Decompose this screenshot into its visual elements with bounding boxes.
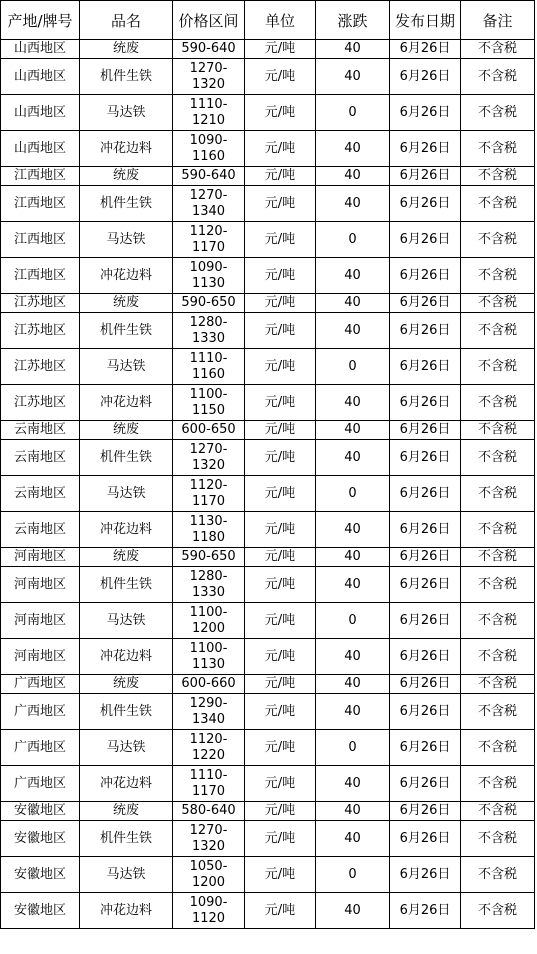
table-row xyxy=(1,95,535,131)
table-row xyxy=(1,893,535,929)
cell-date: 6月26日 xyxy=(390,349,461,385)
cell-note: 不含税 xyxy=(461,821,535,857)
table-row xyxy=(1,567,535,603)
cell-price-range: 1100- 1200 xyxy=(173,603,245,639)
cell-change: 40 xyxy=(316,548,390,567)
table-row xyxy=(1,313,535,349)
cell-price-range: 590-650 xyxy=(173,548,245,567)
cell-price-range: 1110- 1170 xyxy=(173,766,245,802)
cell-date: 6月26日 xyxy=(390,766,461,802)
cell-date: 6月26日 xyxy=(390,802,461,821)
cell-origin: 广西地区 xyxy=(1,766,80,802)
table-row xyxy=(1,186,535,222)
table-row xyxy=(1,258,535,294)
cell-price-range: 1120- 1170 xyxy=(173,222,245,258)
cell-unit: 元/吨 xyxy=(245,512,316,548)
cell-price-range: 1090- 1160 xyxy=(173,131,245,167)
cell-date: 6月26日 xyxy=(390,222,461,258)
cell-price-range: 1050- 1200 xyxy=(173,857,245,893)
cell-product: 机件生铁 xyxy=(80,313,173,349)
cell-product: 冲花边料 xyxy=(80,385,173,421)
cell-unit: 元/吨 xyxy=(245,675,316,694)
cell-note: 不含税 xyxy=(461,258,535,294)
cell-price-range: 1270- 1320 xyxy=(173,440,245,476)
cell-price-range: 1270- 1320 xyxy=(173,821,245,857)
cell-origin: 河南地区 xyxy=(1,639,80,675)
table-row xyxy=(1,639,535,675)
cell-note: 不含税 xyxy=(461,131,535,167)
header-change: 涨跌 xyxy=(316,1,390,40)
cell-change: 40 xyxy=(316,639,390,675)
cell-note: 不含税 xyxy=(461,548,535,567)
cell-unit: 元/吨 xyxy=(245,294,316,313)
cell-change: 40 xyxy=(316,131,390,167)
cell-date: 6月26日 xyxy=(390,167,461,186)
cell-date: 6月26日 xyxy=(390,639,461,675)
cell-origin: 山西地区 xyxy=(1,59,80,95)
cell-change: 40 xyxy=(316,258,390,294)
cell-date: 6月26日 xyxy=(390,40,461,59)
cell-unit: 元/吨 xyxy=(245,440,316,476)
cell-note: 不含税 xyxy=(461,857,535,893)
cell-note: 不含税 xyxy=(461,567,535,603)
cell-price-range: 1120- 1170 xyxy=(173,476,245,512)
cell-price-range: 1090- 1120 xyxy=(173,893,245,929)
cell-note: 不含税 xyxy=(461,186,535,222)
cell-date: 6月26日 xyxy=(390,440,461,476)
cell-date: 6月26日 xyxy=(390,476,461,512)
cell-note: 不含税 xyxy=(461,222,535,258)
cell-change: 40 xyxy=(316,294,390,313)
cell-change: 40 xyxy=(316,694,390,730)
cell-change: 0 xyxy=(316,857,390,893)
cell-unit: 元/吨 xyxy=(245,730,316,766)
cell-origin: 江苏地区 xyxy=(1,385,80,421)
cell-date: 6月26日 xyxy=(390,131,461,167)
cell-note: 不含税 xyxy=(461,294,535,313)
cell-date: 6月26日 xyxy=(390,95,461,131)
table-row xyxy=(1,167,535,186)
cell-product: 马达铁 xyxy=(80,95,173,131)
cell-date: 6月26日 xyxy=(390,603,461,639)
cell-product: 统废 xyxy=(80,548,173,567)
cell-change: 40 xyxy=(316,385,390,421)
cell-unit: 元/吨 xyxy=(245,421,316,440)
cell-note: 不含税 xyxy=(461,766,535,802)
cell-origin: 广西地区 xyxy=(1,730,80,766)
cell-unit: 元/吨 xyxy=(245,476,316,512)
cell-product: 统废 xyxy=(80,40,173,59)
cell-product: 马达铁 xyxy=(80,222,173,258)
cell-product: 统废 xyxy=(80,294,173,313)
cell-product: 冲花边料 xyxy=(80,512,173,548)
cell-unit: 元/吨 xyxy=(245,694,316,730)
cell-change: 40 xyxy=(316,766,390,802)
cell-note: 不含税 xyxy=(461,603,535,639)
cell-unit: 元/吨 xyxy=(245,349,316,385)
cell-product: 冲花边料 xyxy=(80,766,173,802)
cell-date: 6月26日 xyxy=(390,258,461,294)
cell-product: 统废 xyxy=(80,421,173,440)
cell-product: 机件生铁 xyxy=(80,440,173,476)
cell-note: 不含税 xyxy=(461,95,535,131)
cell-origin: 江苏地区 xyxy=(1,313,80,349)
cell-note: 不含税 xyxy=(461,639,535,675)
cell-product: 机件生铁 xyxy=(80,821,173,857)
cell-unit: 元/吨 xyxy=(245,131,316,167)
cell-product: 冲花边料 xyxy=(80,893,173,929)
cell-unit: 元/吨 xyxy=(245,603,316,639)
cell-price-range: 580-640 xyxy=(173,802,245,821)
cell-change: 40 xyxy=(316,40,390,59)
cell-product: 机件生铁 xyxy=(80,186,173,222)
cell-unit: 元/吨 xyxy=(245,893,316,929)
header-date: 发布日期 xyxy=(390,1,461,40)
cell-note: 不含税 xyxy=(461,313,535,349)
table-row xyxy=(1,385,535,421)
cell-price-range: 1270- 1340 xyxy=(173,186,245,222)
cell-origin: 江西地区 xyxy=(1,167,80,186)
cell-origin: 安徽地区 xyxy=(1,857,80,893)
cell-price-range: 1280- 1330 xyxy=(173,313,245,349)
cell-origin: 山西地区 xyxy=(1,40,80,59)
cell-price-range: 600-660 xyxy=(173,675,245,694)
cell-note: 不含税 xyxy=(461,893,535,929)
cell-date: 6月26日 xyxy=(390,186,461,222)
table-row xyxy=(1,766,535,802)
cell-note: 不含税 xyxy=(461,440,535,476)
cell-price-range: 600-650 xyxy=(173,421,245,440)
cell-change: 40 xyxy=(316,167,390,186)
cell-origin: 安徽地区 xyxy=(1,821,80,857)
header-note: 备注 xyxy=(461,1,535,40)
cell-origin: 江西地区 xyxy=(1,258,80,294)
cell-date: 6月26日 xyxy=(390,59,461,95)
table-row xyxy=(1,857,535,893)
cell-note: 不含税 xyxy=(461,802,535,821)
header-price-range: 价格区间 xyxy=(173,1,245,40)
cell-date: 6月26日 xyxy=(390,675,461,694)
cell-price-range: 1130- 1180 xyxy=(173,512,245,548)
cell-product: 机件生铁 xyxy=(80,694,173,730)
table-row xyxy=(1,222,535,258)
cell-change: 40 xyxy=(316,802,390,821)
cell-date: 6月26日 xyxy=(390,385,461,421)
cell-unit: 元/吨 xyxy=(245,548,316,567)
cell-change: 40 xyxy=(316,675,390,694)
cell-product: 马达铁 xyxy=(80,603,173,639)
cell-change: 0 xyxy=(316,222,390,258)
cell-unit: 元/吨 xyxy=(245,567,316,603)
cell-origin: 安徽地区 xyxy=(1,802,80,821)
cell-change: 40 xyxy=(316,421,390,440)
cell-unit: 元/吨 xyxy=(245,222,316,258)
cell-unit: 元/吨 xyxy=(245,59,316,95)
cell-price-range: 590-640 xyxy=(173,167,245,186)
cell-unit: 元/吨 xyxy=(245,821,316,857)
cell-origin: 江苏地区 xyxy=(1,349,80,385)
cell-price-range: 1100- 1150 xyxy=(173,385,245,421)
cell-change: 40 xyxy=(316,893,390,929)
cell-date: 6月26日 xyxy=(390,294,461,313)
cell-note: 不含税 xyxy=(461,59,535,95)
cell-price-range: 590-640 xyxy=(173,40,245,59)
cell-product: 统废 xyxy=(80,675,173,694)
cell-unit: 元/吨 xyxy=(245,40,316,59)
header-unit: 单位 xyxy=(245,1,316,40)
cell-origin: 河南地区 xyxy=(1,548,80,567)
cell-product: 统废 xyxy=(80,802,173,821)
cell-note: 不含税 xyxy=(461,476,535,512)
cell-unit: 元/吨 xyxy=(245,802,316,821)
cell-note: 不含税 xyxy=(461,512,535,548)
cell-unit: 元/吨 xyxy=(245,258,316,294)
table-body xyxy=(1,40,535,929)
table-row xyxy=(1,730,535,766)
cell-date: 6月26日 xyxy=(390,821,461,857)
cell-unit: 元/吨 xyxy=(245,766,316,802)
cell-change: 40 xyxy=(316,567,390,603)
table-row xyxy=(1,40,535,59)
cell-product: 机件生铁 xyxy=(80,59,173,95)
cell-date: 6月26日 xyxy=(390,730,461,766)
cell-origin: 河南地区 xyxy=(1,567,80,603)
table-row xyxy=(1,294,535,313)
table-row xyxy=(1,349,535,385)
cell-origin: 江西地区 xyxy=(1,222,80,258)
cell-unit: 元/吨 xyxy=(245,95,316,131)
cell-price-range: 1120- 1220 xyxy=(173,730,245,766)
cell-origin: 广西地区 xyxy=(1,675,80,694)
table-row xyxy=(1,476,535,512)
table-row xyxy=(1,548,535,567)
cell-product: 马达铁 xyxy=(80,730,173,766)
cell-origin: 云南地区 xyxy=(1,512,80,548)
cell-change: 0 xyxy=(316,349,390,385)
cell-date: 6月26日 xyxy=(390,694,461,730)
cell-change: 40 xyxy=(316,512,390,548)
cell-product: 冲花边料 xyxy=(80,639,173,675)
table-row xyxy=(1,802,535,821)
cell-note: 不含税 xyxy=(461,167,535,186)
cell-origin: 山西地区 xyxy=(1,131,80,167)
table-row xyxy=(1,694,535,730)
cell-price-range: 1100- 1130 xyxy=(173,639,245,675)
header-product: 品名 xyxy=(80,1,173,40)
cell-origin: 云南地区 xyxy=(1,476,80,512)
cell-origin: 江西地区 xyxy=(1,186,80,222)
table-row xyxy=(1,675,535,694)
cell-change: 0 xyxy=(316,476,390,512)
table-row xyxy=(1,440,535,476)
cell-note: 不含税 xyxy=(461,421,535,440)
cell-product: 统废 xyxy=(80,167,173,186)
cell-price-range: 1280- 1330 xyxy=(173,567,245,603)
cell-note: 不含税 xyxy=(461,40,535,59)
table-row xyxy=(1,512,535,548)
table-row xyxy=(1,421,535,440)
cell-change: 0 xyxy=(316,95,390,131)
cell-price-range: 590-650 xyxy=(173,294,245,313)
table-row xyxy=(1,603,535,639)
cell-origin: 云南地区 xyxy=(1,421,80,440)
cell-change: 0 xyxy=(316,603,390,639)
cell-note: 不含税 xyxy=(461,385,535,421)
cell-unit: 元/吨 xyxy=(245,186,316,222)
table-row xyxy=(1,821,535,857)
cell-note: 不含税 xyxy=(461,694,535,730)
cell-date: 6月26日 xyxy=(390,567,461,603)
cell-price-range: 1270- 1320 xyxy=(173,59,245,95)
cell-origin: 广西地区 xyxy=(1,694,80,730)
cell-unit: 元/吨 xyxy=(245,857,316,893)
cell-product: 冲花边料 xyxy=(80,258,173,294)
cell-date: 6月26日 xyxy=(390,893,461,929)
cell-note: 不含税 xyxy=(461,349,535,385)
cell-origin: 河南地区 xyxy=(1,603,80,639)
cell-date: 6月26日 xyxy=(390,548,461,567)
cell-product: 冲花边料 xyxy=(80,131,173,167)
cell-note: 不含税 xyxy=(461,675,535,694)
cell-price-range: 1110- 1160 xyxy=(173,349,245,385)
cell-change: 40 xyxy=(316,440,390,476)
cell-change: 40 xyxy=(316,186,390,222)
cell-date: 6月26日 xyxy=(390,857,461,893)
cell-origin: 云南地区 xyxy=(1,440,80,476)
cell-price-range: 1090- 1130 xyxy=(173,258,245,294)
cell-change: 0 xyxy=(316,730,390,766)
cell-price-range: 1110- 1210 xyxy=(173,95,245,131)
cell-origin: 山西地区 xyxy=(1,95,80,131)
cell-product: 马达铁 xyxy=(80,476,173,512)
cell-product: 机件生铁 xyxy=(80,567,173,603)
cell-unit: 元/吨 xyxy=(245,313,316,349)
cell-unit: 元/吨 xyxy=(245,385,316,421)
cell-note: 不含税 xyxy=(461,730,535,766)
table-row xyxy=(1,131,535,167)
cell-unit: 元/吨 xyxy=(245,167,316,186)
cell-date: 6月26日 xyxy=(390,313,461,349)
cell-date: 6月26日 xyxy=(390,421,461,440)
cell-product: 马达铁 xyxy=(80,349,173,385)
cell-date: 6月26日 xyxy=(390,512,461,548)
cell-price-range: 1290- 1340 xyxy=(173,694,245,730)
cell-change: 40 xyxy=(316,313,390,349)
cell-origin: 江苏地区 xyxy=(1,294,80,313)
cell-unit: 元/吨 xyxy=(245,639,316,675)
cell-change: 40 xyxy=(316,59,390,95)
cell-origin: 安徽地区 xyxy=(1,893,80,929)
cell-product: 马达铁 xyxy=(80,857,173,893)
header-row xyxy=(1,1,535,40)
header-origin: 产地/牌号 xyxy=(1,1,80,40)
cell-change: 40 xyxy=(316,821,390,857)
table-row xyxy=(1,59,535,95)
